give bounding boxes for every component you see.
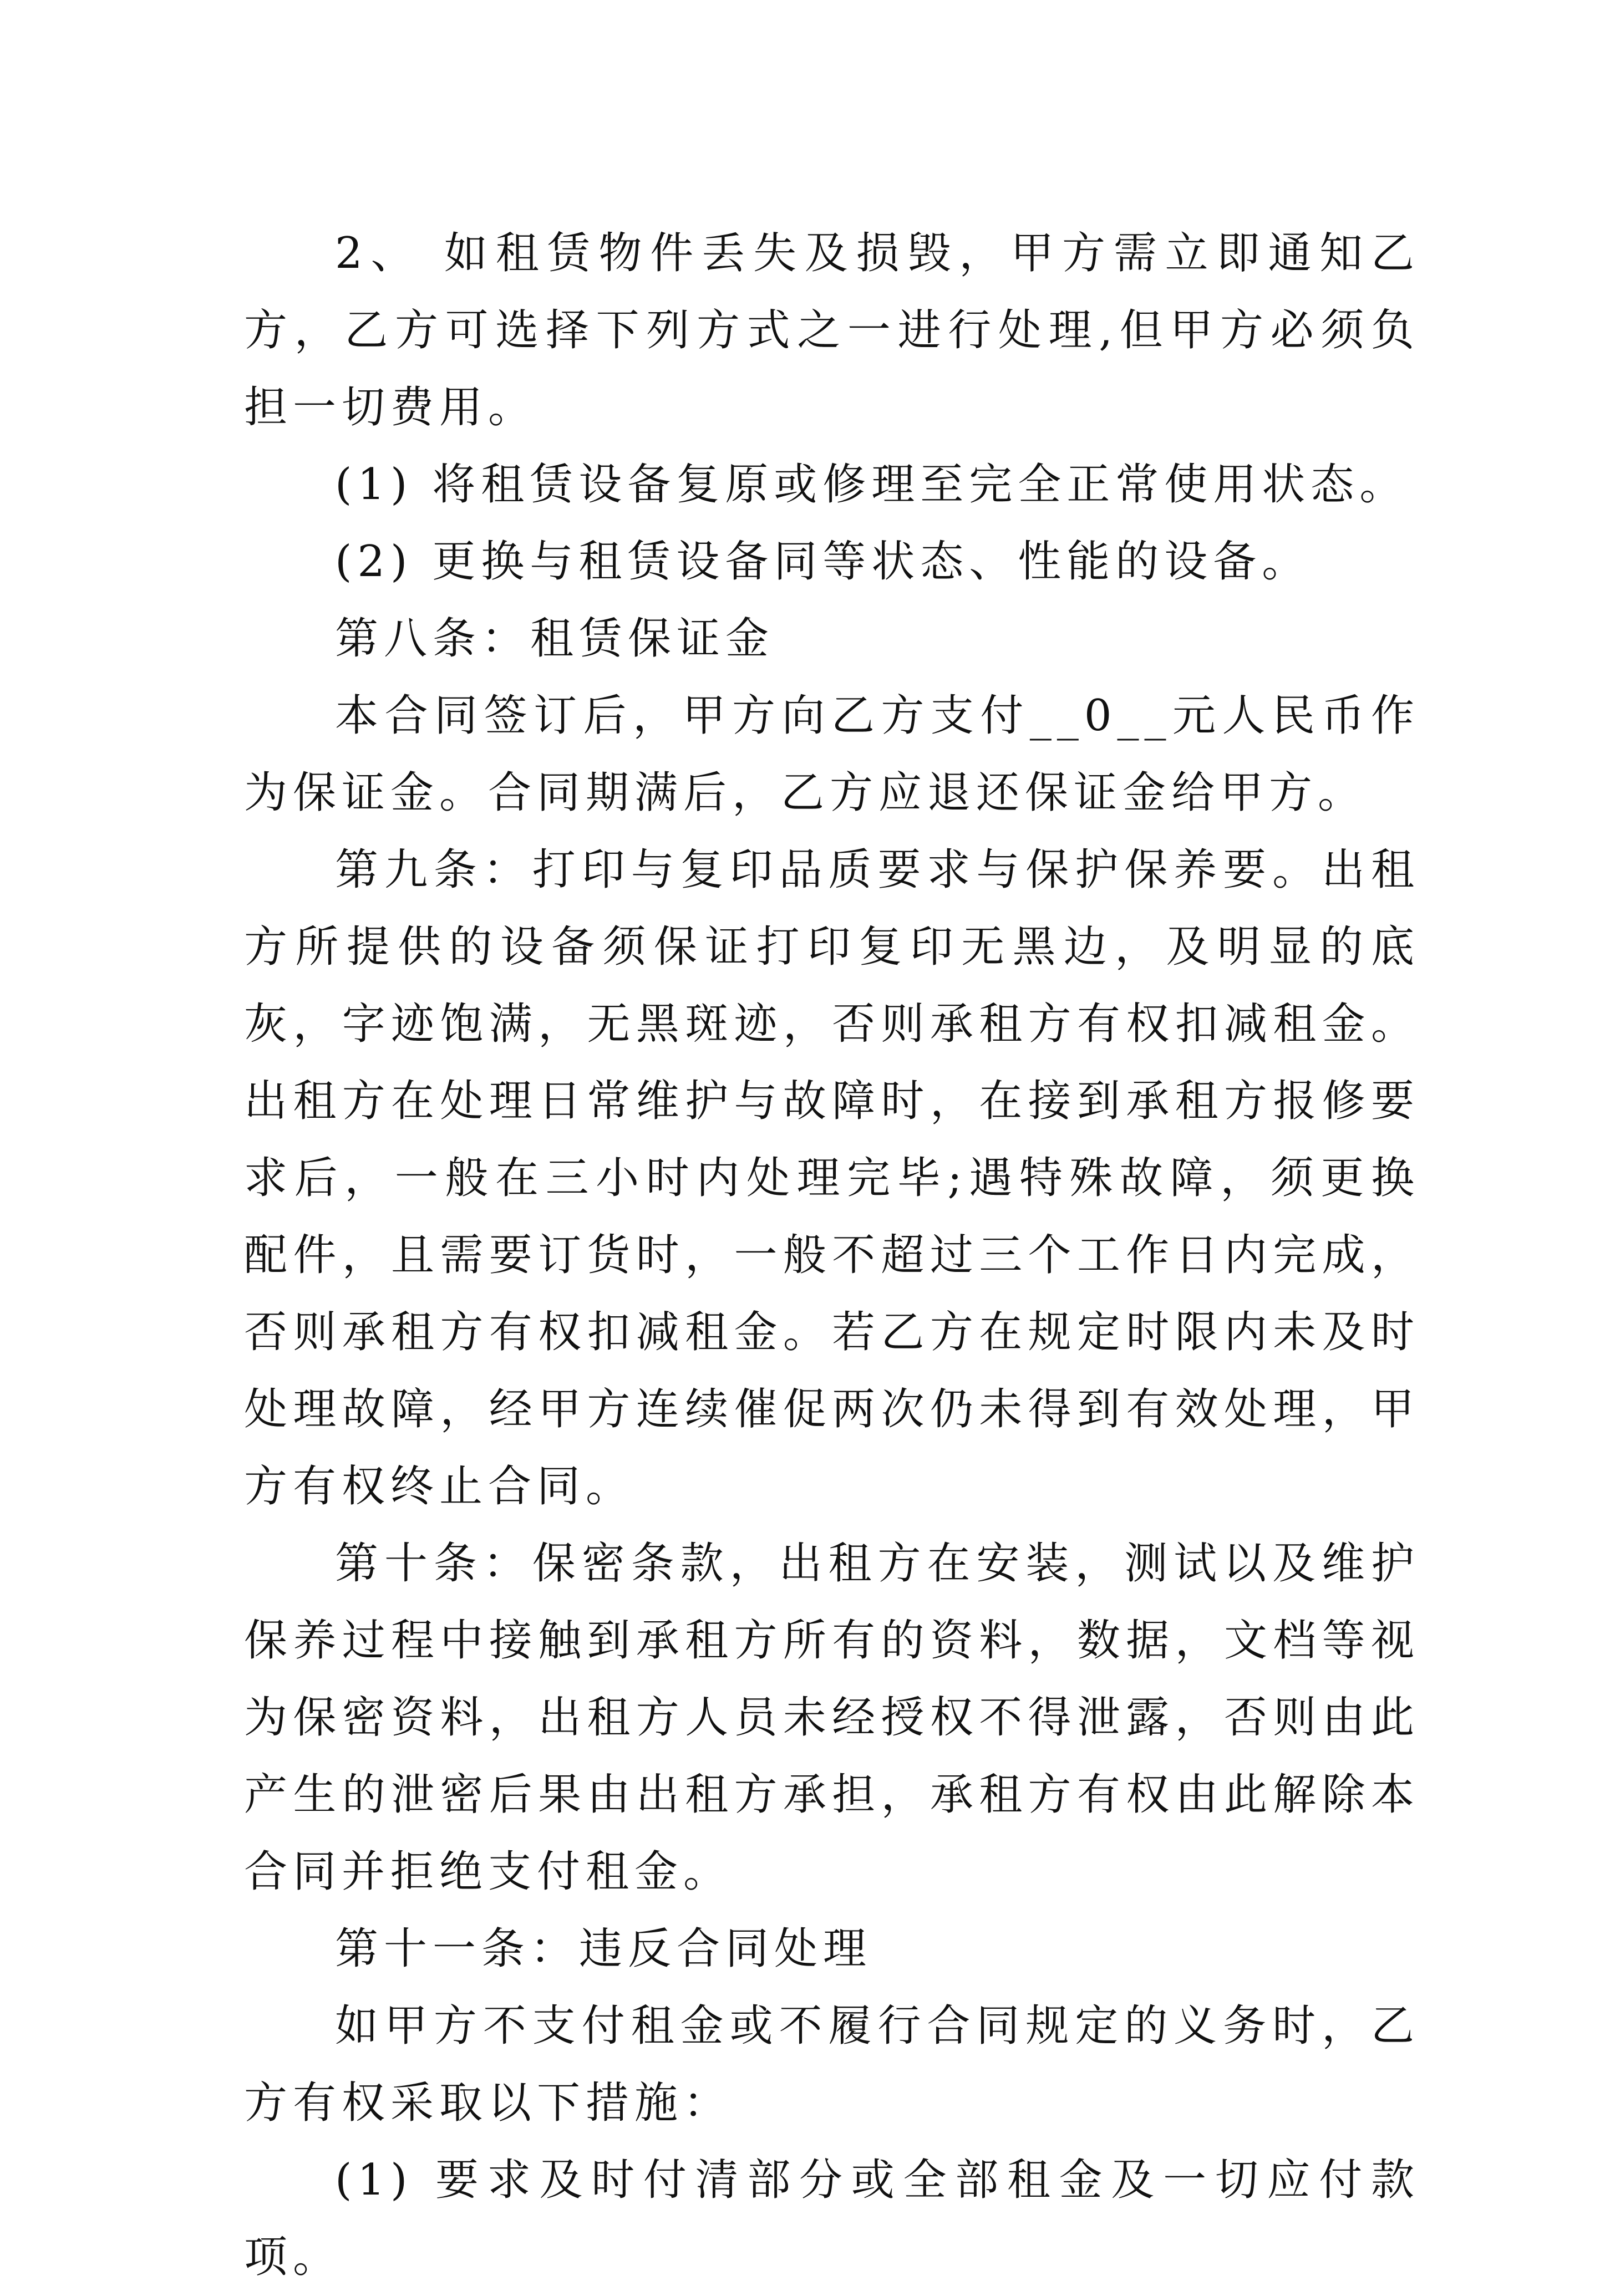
- paragraph-measure-1: (1) 要求及时付清部分或全部租金及一切应付款项。: [244, 2155, 1420, 2282]
- paragraph-breach-measures: 如甲方不支付租金或不履行合同规定的义务时，乙方有权采取以下措施：: [244, 2001, 1420, 2128]
- heading-article-8: 第八条：租赁保证金: [335, 614, 775, 664]
- paragraph-article-9: 第九条：打印与复印品质要求与保护保养要。出租方所提供的设备须保证打印复印无黑边，及明显的底灰，字迹饱满，无黑斑迹，否则承租方有权扣减租金。出租方在处理日常维护与故障时，在接到承租方报修要求后，一般在三小时内处理完毕;遇特殊故障，须更换配件，且需要订货时，一般不超过三个工作日内完成，否则承租方有权扣减租金。若乙方在规定时限内未及时处理故障，经甲方连续催促两次仍未得到有效处理，甲方有权终止合同。: [244, 845, 1420, 1511]
- paragraph-article-10: 第十条：保密条款，出租方在安装，测试以及维护保养过程中接触到承租方所有的资料，数据，文档等视为保密资料，出租方人员未经授权不得泄露，否则由此产生的泄密后果由出租方承担，承租方有权由此解除本合同并拒绝支付租金。: [244, 1539, 1420, 1897]
- paragraph-deposit: 本合同签订后，甲方向乙方支付__0__元人民币作为保证金。合同期满后，乙方应退还保证金给甲方。: [244, 691, 1420, 818]
- paragraph-option-restore: (1) 将租赁设备复原或修理至完全正常使用状态。: [335, 460, 1409, 510]
- document-body: [244, 215, 1420, 2296]
- paragraph-loss-damage: 2、 如租赁物件丢失及损毁，甲方需立即通知乙方，乙方可选择下列方式之一进行处理,但甲方必须负担一切费用。: [244, 228, 1420, 432]
- heading-article-11: 第十一条：违反合同处理: [335, 1924, 872, 1974]
- paragraph-option-replace: (2) 更换与租赁设备同等状态、性能的设备。: [335, 537, 1311, 587]
